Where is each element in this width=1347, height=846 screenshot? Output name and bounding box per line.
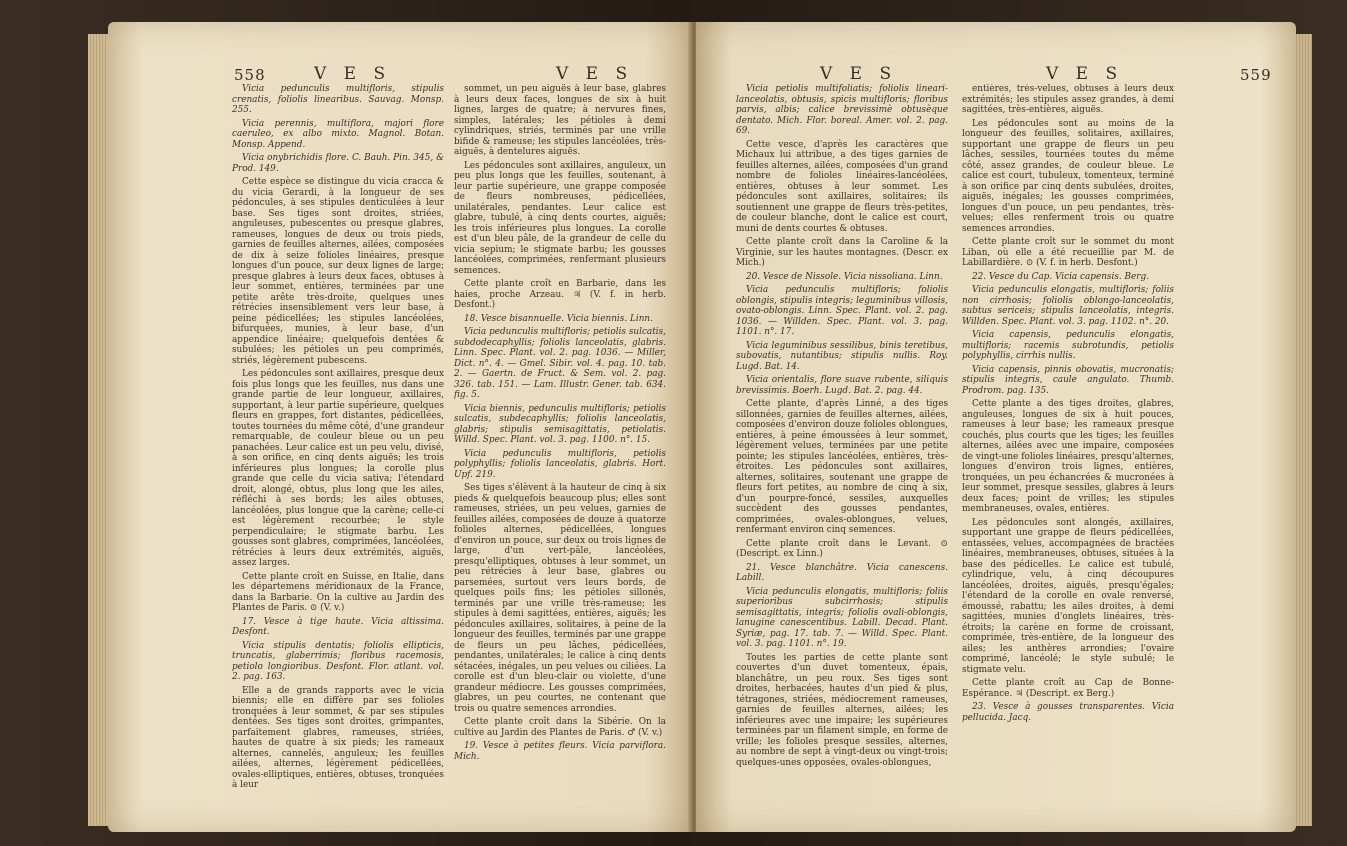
paragraph: 20. Vesce de Nissole. Vicia nissoliana. Linn. (746, 271, 943, 282)
paragraph: Cette plante croît en Barbarie, dans les haies, proche Arzeau. ♃ (V. f. in herb. Desfont.) (454, 279, 666, 310)
running-head-right-1: V E S (820, 64, 898, 84)
paragraph: Vicia orientalis, flore suave rubente, siliquis brevissimis. Boerh. Lugd. Bat. 2. pag. 44. (736, 375, 948, 396)
page-number-left: 558 (234, 66, 266, 84)
paragraph: Cette plante croît en Suisse, en Italie, dans les départemens méridionaux de la France, dans la Barbarie. On la cultive au Jardin des Plantes de Paris. ⊙ (V. v.) (232, 571, 444, 613)
left-column-1 (232, 84, 444, 810)
paragraph: Vicia leguminibus sessilibus, binis teretibus, subovatis, nutantibus; stipulis nullis. Roy. Lugd. Bat. 14. (736, 340, 948, 372)
paragraph: Vicia biennis, pedunculis multifloris; petiolis sulcatis, subdecaphyllis; foliolis lanceolatis, glabris; stipulis semisagittatis, petiolatis. Willd. Spec. Plant. vol. 3. pag. 1100. n°. 15. (454, 403, 666, 445)
paragraph: entières, très-velues, obtuses à leurs deux extrémités; les stipules assez grandes, à demi sagittées, très-entières, aiguës. (962, 84, 1174, 115)
paragraph: 18. Vesce bisannuelle. Vicia biennis. Linn. (464, 313, 653, 324)
paragraph: Cette plante croît dans le Levant. ⊙ (Descript. ex Linn.) (736, 538, 948, 559)
paragraph: Vicia capensis, pedunculis elongatis, multifloris; racemis subrotundis, petiolis polyphyllis, cirrhis nullis. (962, 330, 1174, 361)
paragraph: Cette plante croît au Cap de Bonne-Espérance. ♃ (Descript. ex Berg.) (962, 678, 1174, 699)
paragraph: Vicia petiolis multifoliatis; foliolis lineari-lanceolatis, obtusis, spicis multifloris; floribus parvis, albis; calice brevissimè obtusèque dentato. Mich. Flor. boreal. Amer. vol. 2. pag. 69. (736, 84, 948, 136)
paragraph: Les pédoncules sont axillaires, presque deux fois plus longs que les feuilles, nus dans une grande partie de leur longueur, axillaires, supportant, à leur partie supérieure, quelques fleurs en grappes, fort distantes, pédicellées, toutes tournées du même côté, d'une grandeur remarquable, de couleur bleue ou un peu panachées. Leur calice est un peu velu, divisé, à son orifice, en cinq dents aiguës; les trois inférieures plus longues; la corolle plus grande que celle du vicia sativa; l'étendard droit, alongé, obtus, plus long que les ailes, réfléchi à ses bords; les ailes obtuses, lancéolées, plus longue que la carène; celle-ci est légèrement recourbée; le style perpendiculaire; le stigmate barbu. Les gousses sont glabres, comprimées, lancéolées, rétrécies à leurs deux extrémités, aiguës, assez larges. (232, 369, 444, 568)
left-page (108, 22, 692, 832)
paragraph: Vicia capensis, pinnis obovatis, mucronatis; stipulis integris, caule angulato. Thumb. Prodrom. pag. 135. (962, 364, 1174, 396)
paragraph: Vicia pedunculis multifloris, petiolis polyphyllis; foliolis lanceolatis, glabris. Hort. Upf. 219. (454, 448, 666, 480)
paragraph: Vicia stipulis dentatis; foliolis ellipticis, truncatis, glaberrimis; floribus racemosis, petiolo longioribus. Desfont. Flor. atlant. vol. 2. pag. 163. (232, 640, 444, 682)
page-number-right: 559 (1240, 66, 1272, 84)
paragraph: Vicia onybrichidis flore. C. Bauh. Pin. 345, & Prod. 149. (232, 153, 444, 174)
paragraph: Vicia pedunculis multifloris, stipulis crenatis, foliolis linearibus. Sauvag. Monsp. 255. (232, 84, 444, 115)
paragraph: Cette plante, d'après Linné, a des tiges sillonnées, garnies de feuilles alternes, ailées, composées d'environ douze folioles oblongues, entières, à peine émoussées à leur sommet, légèrement velues, terminées par une petite pointe; les stipules lancéolées, entières, très-étroites. Les pédoncules sont axillaires, alternes, solitaires, soutenant une grappe de fleurs fort petites, au nombre de cinq à six, d'un pourpre-foncé, sessiles, auxquelles succèdent des gousses pendantes, comprimées, ovales-oblongues, velues, renfermant environ cinq semences. (736, 399, 948, 535)
page-edges-left (88, 34, 110, 826)
page-edges-right (1294, 34, 1312, 826)
paragraph: Les pédoncules sont au moins de la longueur des feuilles, solitaires, axillaires, supportant une grappe de fleurs un peu lâches, sessiles, tournées toutes du même côté, assez grandes, de couleur bleue. Le calice est court, tubuleux, tomenteux, terminé à son orifice par cinq dents subulées, droites, aiguës, inégales; les gousses comprimées, longues d'un pouce, un peu pendantes, très-velues; elles renferment trois ou quatre semences arrondies. (962, 118, 1174, 234)
paragraph: Vicia pedunculis multifloris; foliolis oblongis, stipulis integris; leguminibus villosis, ovato-oblongis. Linn. Spec. Plant. vol. 2. pag. 1036. — Willden. Spec. Plant. vol. 3. pag. 1101. n°. 17. (736, 285, 948, 337)
paragraph: Ses tiges s'élèvent à la hauteur de cinq à six pieds & quelquefois beaucoup plus; elles sont rameuses, striées, un peu velues, garnies de feuilles ailées, composées de douze à quatorze folioles alternes, pédicellées, longues d'environ un pouce, sur deux ou trois lignes de large, d'un vert-pâle, lancéolées, presqu'elliptiques, obtuses à leur sommet, un peu rétrécies à leur base, glabres ou parsemées, surtout vers leurs bords, de quelques poils fins; les pétioles sillonés, terminés par une vrille très-rameuse; les stipules à demi sagittées, entières, aiguës; les pédoncules axillaires, solitaires, à peine de la longueur des feuilles, terminés par une grappe de fleurs un peu lâches, pédicellées, pendantes, unilatérales; le calice à cinq dents sétacées, inégales, un peu velues ou ciliées. La corolle est d'un bleu-clair ou violette, d'une grandeur médiocre. Les gousses comprimées, glabres, un peu courtes, ne contenant que trois ou quatre semences arrondies. (454, 483, 666, 714)
right-column-2 (962, 84, 1174, 810)
paragraph: Les pédoncules sont axillaires, anguleux, un peu plus longs que les feuilles, soutenant, à leur partie supérieure, une grappe composée de fleurs nombreuses, pédicellées, unilatérales, pendantes. Leur calice est glabre, tubulé, à cinq dents courtes, aiguës; les trois inférieures plus longues. La corolle est d'un bleu pâle, de la grandeur de celle du vicia sepium; le stigmate barbu; les gousses lancéolées, comprimées, renfermant plusieurs semences. (454, 160, 666, 276)
running-head-right-2: V E S (1046, 64, 1124, 84)
paragraph: Cette plante croît sur le sommet du mont Liban, où elle a été recueillie par M. de Labillardière. ⊙ (V. f. in herb. Desfont.) (962, 237, 1174, 268)
paragraph: Vicia perennis, multiflora, majori flore caeruleo, ex albo mixto. Magnol. Botan. Monsp. Append. (232, 118, 444, 150)
paragraph: 21. Vesce blanchâtre. Vicia canescens. Labill. (736, 562, 948, 583)
paragraph: Cette plante croît dans la Sibérie. On la cultive au Jardin des Plantes de Paris. ♂ (V. v.) (454, 717, 666, 738)
paragraph: Vicia pedunculis multifloris; petiolis sulcatis, subdodecaphyllis; foliolis lanceolatis, glabris. Linn. Spec. Plant. vol. 2. pag. 1036. — Miller, Dict. n°. 4. — Gmel. Sibir. vol. 4. pag. 10. tab. 2. — Gaertn. de Fruct. & Sem. vol. 2. pag. 326. tab. 151. — Lam. Illustr. Gener. tab. 634. fig. 5. (454, 327, 666, 400)
paragraph: Cette vesce, d'après les caractères que Michaux lui attribue, a des tiges garnies de feuilles alternes, ailées, composées d'un grand nombre de folioles linéaires-lancéolées, entières, obtuses à leur sommet. Les pédoncules sont axillaires, solitaires; ils soutiennent une grappe de fleurs très-petites, de couleur blanche, dont le calice est court, muni de dents courtes & obtuses. (736, 139, 948, 234)
paragraph: 23. Vesce à gousses transparentes. Vicia pellucida. Jacq. (962, 702, 1174, 723)
paragraph: Vicia pedunculis elongatis, multifloris; foliis non cirrhosis; foliolis oblongo-lanceolatis, subtus sericeis; stipulis lanceolatis, integris. Willden. Spec. Plant. vol. 3. pag. 1102. n°. 20. (962, 285, 1174, 327)
paragraph: Elle a de grands rapports avec le vicia biennis; elle en diffère par ses folioles tronquées à leur sommet, & par ses stipules dentées. Ses tiges sont droites, grimpantes, parfaitement glabres, rameuses, striées, hautes de quatre à six pieds; les rameaux alternes, cannelés, anguleux; les feuilles ailées, alternes, légèrement pédicellées, ovales-elliptiques, entières, obtuses, tronquées à leur (232, 685, 444, 790)
paragraph: sommet, un peu aiguës à leur base, glabres à leurs deux faces, longues de six à huit lignes, larges de quatre; à nervures fines, simples, latérales; les pétioles à demi cylindriques, striés, terminés par une vrille bifide & rameuse; les stipules lancéolées, très-aiguës, à dentelures aiguës. (454, 84, 666, 157)
paragraph: 22. Vesce du Cap. Vicia capensis. Berg. (972, 271, 1150, 282)
paragraph: Cette espèce se distingue du vicia cracca & du vicia Gerardi, à la longueur de ses pédoncules, à ses stipules denticulées à leur base. Ses tiges sont droites, striées, anguleuses, pubescentes ou presque glabres, rameuses, longues de deux ou trois pieds, garnies de feuilles alternes, ailées, composées de dix à seize folioles linéaires, presque longues d'un pouce, sur deux lignes de large; presque glabres à leurs deux faces, obtuses à leur sommet, entières, terminées par une petite arête très-droite, quelques unes rétrécies insensiblement vers leur base, à peine pédicellées; les stipules lancéolées, bifurquées, munies, à leur base, d'un appendice linéaire; quelquefois dentées & subulées; les pétioles un peu comprimés, striés, légèrement pubescens. (232, 177, 444, 366)
paragraph: 19. Vesce à petites fleurs. Vicia parviflora. Mich. (454, 741, 666, 762)
running-head-left-2: V E S (556, 64, 634, 84)
running-head-left-1: V E S (314, 64, 392, 84)
right-column-1 (736, 84, 948, 810)
paragraph: Vicia pedunculis elongatis, multifloris; foliis superioribus subcirrhosis; stipulis semisagittatis, integris; foliolis ovali-oblongis, lanugine canescentibus. Labill. Decad. Plant. Syriæ, pag. 17. tab. 7. — Willd. Spec. Plant. vol. 3. pag. 1101. n°. 19. (736, 586, 948, 649)
paragraph: 17. Vesce à tige haute. Vicia altissima. Desfont. (232, 616, 444, 637)
left-column-2 (454, 84, 666, 810)
paragraph: Cette plante croît dans la Caroline & la Virginie, sur les hautes montagnes. (Descr. ex Mich.) (736, 237, 948, 268)
paragraph: Toutes les parties de cette plante sont couvertes d'un duvet tomenteux, épais, blanchâtre, un peu roux. Ses tiges sont droites, herbacées, hautes d'un pied & plus, tétragones, striées, médiocrement rameuses, garnies de feuilles alternes, ailées; les inférieures avec une impaire; les supérieures terminées par un filament simple, en forme de vrille; les folioles presque sessiles, alternes, au nombre de sept à vingt-deux ou vingt-trois; quelques-unes opposées, ovales-oblongues, (736, 652, 948, 768)
paragraph: Les pédoncules sont alongés, axillaires, supportant une grappe de fleurs pédicellées, entassées, velues, accompagnées de bractées linéaires, membraneuses, obtuses, situées à la base des pédicelles. Le calice est tubulé, cylindrique, velu, à cinq découpures lancéolées, droites, aiguës, presqu'égales; l'étendard de la corolle en ovale renversé, émoussé, rabattu; les ailes droites, à demi sagittées, munies d'onglets linéaires, très-étroits; la carène en forme de croissant, comprimée, très-entière, de la longueur des ailes; les anthères arrondies; l'ovaire comprimé, lancéolé; le style subulé; le stigmate velu. (962, 517, 1174, 675)
right-page (696, 22, 1296, 832)
paragraph: Cette plante a des tiges droites, glabres, anguleuses, longues de six à huit pouces, rameuses à leur base; les rameaux presque couchés, plus courts que les tiges; les feuilles alternes, ailées avec une impaire, composées de vingt-une folioles linéaires, presqu'alternes, longues d'environ trois lignes, entières, tronquées, un peu échancrées & mucronées à leur sommet, presque sessiles, glabres à leurs deux faces; point de vrilles; les stipules membraneuses, ovales, entières. (962, 399, 1174, 514)
